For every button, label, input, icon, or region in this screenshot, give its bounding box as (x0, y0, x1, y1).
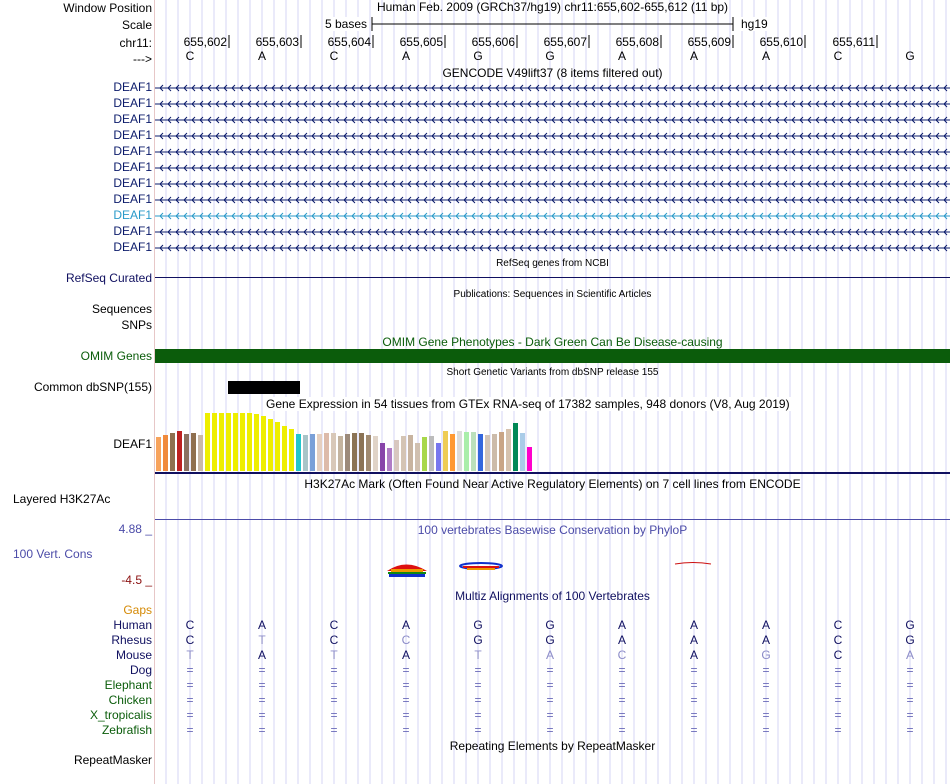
alignment-base: = (618, 678, 626, 692)
reference-base: A (257, 49, 266, 63)
alignment-base: T (474, 648, 482, 662)
reference-base: C (185, 49, 195, 63)
gtex-gene-label[interactable]: DEAF1 (113, 437, 152, 451)
reference-base: C (329, 49, 339, 63)
phylop-title: 100 vertebrates Basewise Conservation by PhyloP (417, 523, 688, 537)
alignment-base: = (186, 663, 194, 677)
coord-label: 655,603 (255, 35, 299, 49)
species-label[interactable]: Elephant (104, 678, 152, 692)
repeatmasker-track-label[interactable]: RepeatMasker (73, 753, 152, 767)
alignment-base: = (330, 693, 338, 707)
alignment-base: = (258, 693, 266, 707)
alignment-base: = (834, 693, 842, 707)
coord-label: 655,610 (759, 35, 803, 49)
alignment-base: G (545, 618, 555, 632)
alignment-base: A (401, 648, 410, 662)
alignment-base: A (761, 633, 770, 647)
alignment-base: = (330, 708, 338, 722)
alignment-base: C (185, 633, 195, 647)
alignment-base: C (833, 648, 843, 662)
alignment-base: = (258, 708, 266, 722)
alignment-base: = (618, 723, 626, 737)
alignment-base: = (330, 723, 338, 737)
multiz-title: Multiz Alignments of 100 Vertebrates (455, 589, 650, 603)
alignment-base: T (186, 648, 194, 662)
alignment-base: = (330, 678, 338, 692)
refseq-track-label[interactable]: RefSeq Curated (65, 271, 152, 285)
alignment-base: = (690, 708, 698, 722)
coord-label: 655,611 (832, 35, 875, 49)
alignment-base: = (762, 723, 770, 737)
omim-title: OMIM Gene Phenotypes - Dark Green Can Be Disease-causing (382, 335, 723, 349)
gencode-gene-label[interactable]: DEAF1 (113, 176, 152, 190)
alignment-base: = (258, 678, 266, 692)
sequences-track-label[interactable]: Sequences (91, 302, 152, 316)
gencode-gene-label[interactable]: DEAF1 (113, 240, 152, 254)
alignment-base: = (834, 723, 842, 737)
alignment-base: C (617, 648, 627, 662)
alignment-base: A (689, 648, 698, 662)
window-position-label[interactable]: Window Position (63, 1, 152, 15)
alignment-base: = (618, 708, 626, 722)
dbsnp-track-label[interactable]: Common dbSNP(155) (33, 380, 152, 394)
alignment-base: = (762, 708, 770, 722)
refseq-title: RefSeq genes from NCBI (496, 258, 609, 269)
alignment-base: C (401, 633, 411, 647)
snps-track-label[interactable]: SNPs (121, 318, 152, 332)
alignment-base: = (546, 708, 554, 722)
gencode-gene-label[interactable]: DEAF1 (113, 224, 152, 238)
alignment-base: C (833, 633, 843, 647)
dbsnp-title: Short Genetic Variants from dbSNP release 155 (446, 367, 659, 378)
alignment-base: A (905, 648, 914, 662)
alignment-base: = (906, 723, 914, 737)
alignment-base: = (762, 663, 770, 677)
species-label[interactable]: X_tropicalis (89, 708, 152, 722)
reference-base: A (617, 49, 626, 63)
coord-label: 655,607 (543, 35, 587, 49)
alignment-base: C (833, 618, 843, 632)
coord-label: 655,604 (327, 35, 371, 49)
alignment-base: = (906, 708, 914, 722)
alignment-base: = (546, 663, 554, 677)
alignment-base: = (834, 708, 842, 722)
alignment-base: A (617, 618, 626, 632)
species-label[interactable]: Human (113, 618, 152, 632)
alignment-base: A (689, 633, 698, 647)
alignment-base: = (906, 678, 914, 692)
alignment-base: = (402, 708, 410, 722)
reference-base: A (401, 49, 410, 63)
alignment-base: = (474, 663, 482, 677)
species-label[interactable]: Dog (129, 663, 152, 677)
alignment-base: A (401, 618, 410, 632)
species-label[interactable]: Zebrafish (101, 723, 152, 737)
alignment-base: = (474, 693, 482, 707)
phylop-min-label: -4.5 _ (121, 573, 152, 587)
h3k27ac-title: H3K27Ac Mark (Often Found Near Active Regulatory Elements) on 7 cell lines from ENCODE (304, 477, 801, 491)
alignment-base: = (690, 663, 698, 677)
gencode-title: GENCODE V49lift37 (8 items filtered out) (442, 66, 663, 80)
alignment-base: = (546, 693, 554, 707)
reference-base: G (473, 49, 483, 63)
alignment-base: = (906, 693, 914, 707)
gencode-gene-label[interactable]: DEAF1 (113, 144, 152, 158)
alignment-base: = (186, 708, 194, 722)
alignment-base: = (690, 693, 698, 707)
publications-title: Publications: Sequences in Scientific Articles (453, 289, 652, 300)
scale-db: hg19 (741, 17, 768, 31)
alignment-base: G (905, 618, 915, 632)
gencode-gene-label[interactable]: DEAF1 (113, 112, 152, 126)
alignment-base: C (185, 618, 195, 632)
omim-track-label[interactable]: OMIM Genes (80, 349, 152, 363)
alignment-base: = (186, 693, 194, 707)
coord-label: 655,602 (183, 35, 227, 49)
logo-a-glyph (387, 565, 427, 578)
alignment-base: = (690, 678, 698, 692)
alignment-base: T (258, 633, 266, 647)
species-label[interactable]: Mouse (115, 648, 152, 662)
logo-g-glyph (460, 563, 502, 570)
alignment-base: = (186, 678, 194, 692)
phylop-max-label: 4.88 _ (118, 522, 152, 536)
alignment-base: = (402, 723, 410, 737)
alignment-base: = (762, 693, 770, 707)
assembly-title: Human Feb. 2009 (GRCh37/hg19) chr11:655,602-655,612 (11 bp) (376, 0, 729, 14)
gtex-title: Gene Expression in 54 tissues from GTEx RNA-seq of 17382 samples, 948 donors (V8, Aug 2019) (263, 397, 793, 411)
alignment-base: = (618, 693, 626, 707)
alignment-base: G (545, 633, 555, 647)
h3k27ac-track-label[interactable]: Layered H3K27Ac (13, 492, 111, 506)
track-label-column (0, 0, 154, 784)
scale-text: 5 bases (325, 17, 368, 31)
reference-base: A (689, 49, 698, 63)
gencode-gene-label[interactable]: DEAF1 (113, 192, 152, 206)
reference-base: G (905, 49, 915, 63)
species-label[interactable]: Rhesus (111, 633, 152, 647)
alignment-base: G (473, 618, 483, 632)
alignment-base: = (834, 663, 842, 677)
alignment-base: = (258, 723, 266, 737)
coord-label: 655,609 (687, 35, 731, 49)
phylop-track-label[interactable]: 100 Vert. Cons (13, 547, 93, 561)
alignment-base: C (329, 633, 339, 647)
alignment-base: = (474, 708, 482, 722)
reference-base: A (761, 49, 770, 63)
alignment-base: = (690, 723, 698, 737)
alignment-base: = (402, 678, 410, 692)
alignment-base: = (474, 723, 482, 737)
alignment-base: = (546, 678, 554, 692)
alignment-base: G (761, 648, 771, 662)
alignment-base: A (689, 618, 698, 632)
alignment-base: A (257, 648, 266, 662)
alignment-base: T (330, 648, 338, 662)
scale-label[interactable]: Scale (121, 18, 152, 32)
repeatmasker-title: Repeating Elements by RepeatMasker (449, 739, 656, 753)
gencode-gene-label[interactable]: DEAF1 (113, 160, 152, 174)
gencode-gene-label[interactable]: DEAF1 (113, 80, 152, 94)
alignment-base: A (257, 618, 266, 632)
gencode-gene-label[interactable]: DEAF1 (113, 96, 152, 110)
gaps-label[interactable]: Gaps (123, 603, 152, 617)
alignment-base: = (258, 663, 266, 677)
alignment-base: = (906, 663, 914, 677)
alignment-base: = (834, 678, 842, 692)
chrom-label[interactable]: chr11: (119, 36, 152, 50)
reference-base: G (545, 49, 555, 63)
alignment-base: = (402, 663, 410, 677)
alignment-base: = (618, 663, 626, 677)
alignment-base: = (762, 678, 770, 692)
alignment-base: G (473, 633, 483, 647)
alignment-base: C (329, 618, 339, 632)
coord-label: 655,608 (615, 35, 659, 49)
coord-label: 655,606 (471, 35, 515, 49)
phylop-logos[interactable] (155, 0, 950, 600)
alignment-base: = (546, 723, 554, 737)
alignment-base: A (617, 633, 626, 647)
alignment-base: = (474, 678, 482, 692)
alignment-base: = (402, 693, 410, 707)
gencode-gene-label[interactable]: DEAF1 (113, 208, 152, 222)
coord-label: 655,605 (399, 35, 443, 49)
alignment-base: = (330, 663, 338, 677)
species-label[interactable]: Chicken (108, 693, 152, 707)
alignment-base: A (761, 618, 770, 632)
alignment-base: A (545, 648, 554, 662)
strand-label[interactable]: ---> (133, 52, 152, 66)
alignment-base: = (186, 723, 194, 737)
track-area[interactable] (155, 0, 950, 784)
alignment-base: G (905, 633, 915, 647)
reference-base: C (833, 49, 843, 63)
gencode-gene-label[interactable]: DEAF1 (113, 128, 152, 142)
